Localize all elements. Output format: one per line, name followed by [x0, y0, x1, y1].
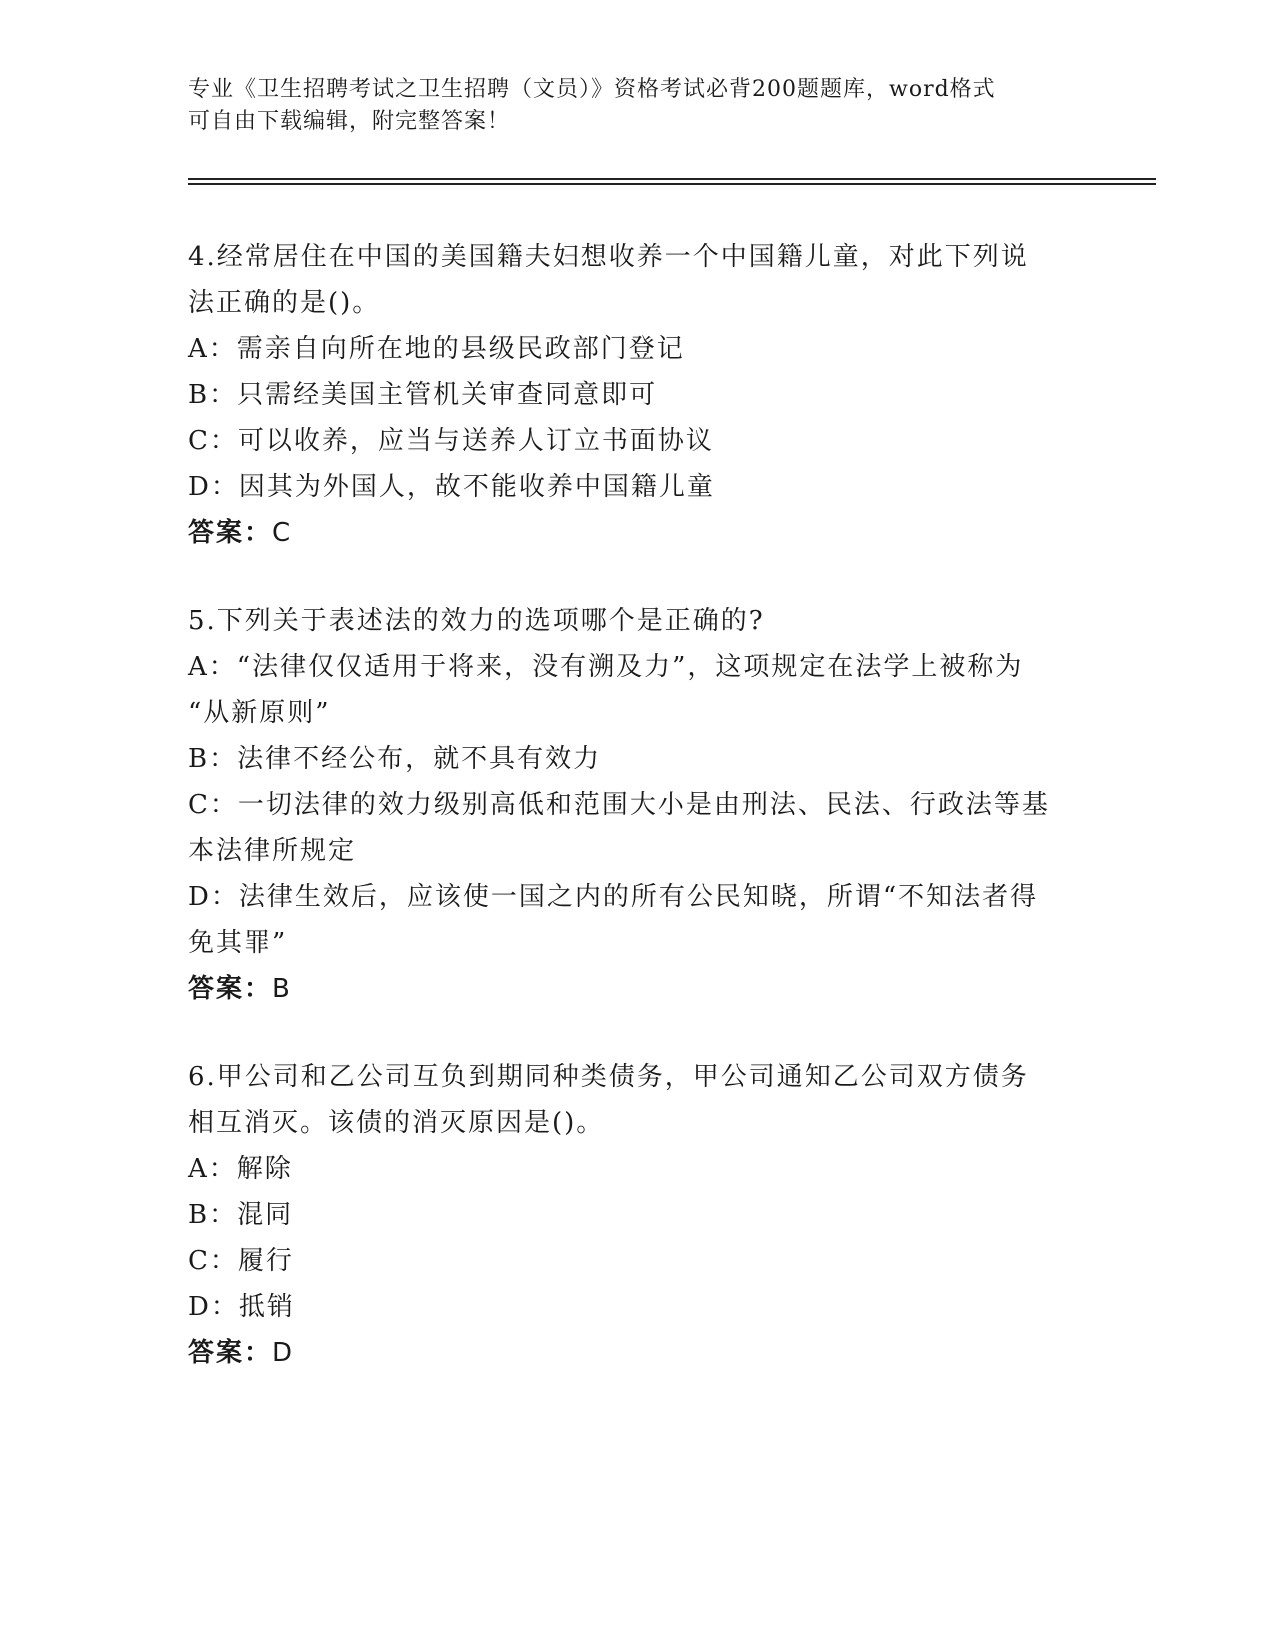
- answer-value: C: [272, 518, 293, 548]
- question-stem: 6.甲公司和乙公司互负到期同种类债务，甲公司通知乙公司双方债务: [188, 1062, 1029, 1092]
- option-c: C：一切法律的效力级别高低和范围大小是由刑法、民法、行政法等基: [188, 790, 1050, 820]
- question-5: [188, 598, 1088, 1012]
- answer-value: B: [272, 974, 292, 1004]
- option-b: B：只需经美国主管机关审查同意即可: [188, 380, 658, 410]
- option-b: B：法律不经公布，就不具有效力: [188, 744, 602, 774]
- option-a: A：“法律仅仅适用于将来，没有溯及力”，这项规定在法学上被称为: [188, 652, 1024, 682]
- option-b: B：混同: [188, 1200, 294, 1230]
- option-d: D：因其为外国人，故不能收养中国籍儿童: [188, 472, 715, 502]
- question-stem: 法正确的是()。: [188, 288, 381, 318]
- option-d: D：法律生效后，应该使一国之内的所有公民知晓，所谓“不知法者得: [188, 882, 1039, 912]
- answer-value: D: [272, 1338, 295, 1368]
- option-a-cont: “从新原则”: [188, 698, 331, 728]
- question-stem: 相互消灭。该债的消灭原因是()。: [188, 1108, 605, 1138]
- header-divider-bottom: [188, 183, 1156, 185]
- option-c: C：履行: [188, 1246, 294, 1276]
- question-6: [188, 1054, 1088, 1376]
- header-line-1: 专业《卫生招聘考试之卫生招聘（文员）》资格考试必背200题题库，word格式: [188, 77, 996, 102]
- option-d: D：抵销: [188, 1292, 295, 1322]
- question-stem: 5.下列关于表述法的效力的选项哪个是正确的?: [188, 606, 765, 636]
- header-divider-top: [188, 178, 1156, 180]
- option-a: A：需亲自向所在地的县级民政部门登记: [188, 334, 685, 364]
- header-line-2: 可自由下载编辑，附完整答案！: [188, 109, 511, 134]
- answer-label: 答案：: [188, 1338, 273, 1368]
- question-4: [188, 234, 1088, 556]
- option-d-cont: 免其罪”: [188, 928, 288, 958]
- answer-label: 答案：: [188, 974, 273, 1004]
- option-c-cont: 本法律所规定: [188, 836, 357, 866]
- answer: [188, 1330, 1088, 1376]
- option-a: A：解除: [188, 1154, 293, 1184]
- question-stem: 4.经常居住在中国的美国籍夫妇想收养一个中国籍儿童，对此下列说: [188, 242, 1029, 272]
- document-header: [188, 74, 1068, 138]
- answer: [188, 510, 1088, 556]
- answer: [188, 966, 1088, 1012]
- answer-label: 答案：: [188, 518, 273, 548]
- option-c: C：可以收养，应当与送养人订立书面协议: [188, 426, 714, 456]
